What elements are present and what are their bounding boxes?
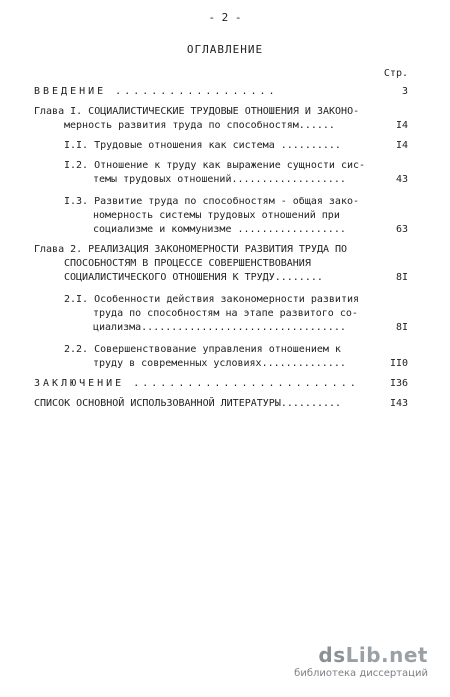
toc-page-number: 43 xyxy=(395,174,408,185)
watermark-subtitle: библиотека диссертаций xyxy=(294,668,428,679)
toc-page-number: I43 xyxy=(389,398,408,409)
toc-entry-chapter-2-cont: СПОСОБНОСТЯМ В ПРОЦЕССЕ СОВЕРШЕНСТВОВАНИЯ xyxy=(64,258,311,269)
toc-entry-section-2-2[interactable]: 2.2. Совершенствование управления отношением к xyxy=(64,344,341,355)
toc-entry-section-2-2-cont: труду в современных условиях.............. xyxy=(93,358,346,369)
toc-entry-section-1-3-cont: социализме и коммунизме .................. xyxy=(93,224,346,235)
toc-page-number: I4 xyxy=(395,120,408,131)
toc-entry-bibliography[interactable]: СПИСОК ОСНОВНОЙ ИСПОЛЬЗОВАННОЙ ЛИТЕРАТУРЫ.......... xyxy=(34,398,342,409)
watermark-logo xyxy=(294,643,428,679)
toc-entry-section-1-1[interactable]: I.I. Трудовые отношения как система .......... xyxy=(64,140,341,151)
toc-page-number: 3 xyxy=(401,86,408,97)
toc-entry-conclusion[interactable]: ЗАКЛЮЧЕНИЕ ......................... xyxy=(34,378,359,389)
toc-entry-section-2-1[interactable]: 2.I. Особенности действия закономерности развития xyxy=(64,294,360,305)
toc-entry-chapter-2[interactable]: Глава 2. РЕАЛИЗАЦИЯ ЗАКОНОМЕРНОСТИ РАЗВИТИЯ ТРУДА ПО xyxy=(34,244,348,255)
page-column-label: Стр. xyxy=(383,68,408,79)
toc-entry-section-2-1-cont: труда по способностям на этапе развитого со- xyxy=(93,308,358,319)
page-title: ОГЛАВЛЕНИЕ xyxy=(186,43,264,56)
toc-page-number: I36 xyxy=(389,378,408,389)
toc-page-number: 8I xyxy=(395,322,408,333)
toc-entry-chapter-1-cont: мерность развития труда по способностям...... xyxy=(64,120,335,131)
toc-entry-chapter-1[interactable]: Глава I. СОЦИАЛИСТИЧЕСКИЕ ТРУДОВЫЕ ОТНОШЕНИЯ И ЗАКОНО- xyxy=(34,106,360,117)
page-number: - 2 - xyxy=(208,11,242,24)
toc-entry-introduction[interactable]: ВВЕДЕНИЕ .................. xyxy=(34,86,278,97)
toc-entry-section-1-2-cont: темы трудовых отношений................... xyxy=(93,174,346,185)
toc-entry-section-2-1-cont: циализма.................................. xyxy=(93,322,346,333)
toc-entry-section-1-3-cont: номерность системы трудовых отношений при xyxy=(93,210,340,221)
watermark-brand: dsLib.net xyxy=(318,643,428,667)
toc-page-number: II0 xyxy=(389,358,408,369)
toc-page-number: 8I xyxy=(395,272,408,283)
toc-page-number: 63 xyxy=(395,224,408,235)
toc-entry-section-1-3[interactable]: I.3. Развитие труда по способностям - общая зако- xyxy=(64,196,360,207)
toc-page-number: I4 xyxy=(395,140,408,151)
toc-entry-chapter-2-cont: СОЦИАЛИСТИЧЕСКОГО ОТНОШЕНИЯ К ТРУДУ........ xyxy=(64,272,323,283)
toc-entry-section-1-2[interactable]: I.2. Отношение к труду как выражение сущности сис- xyxy=(64,160,366,171)
